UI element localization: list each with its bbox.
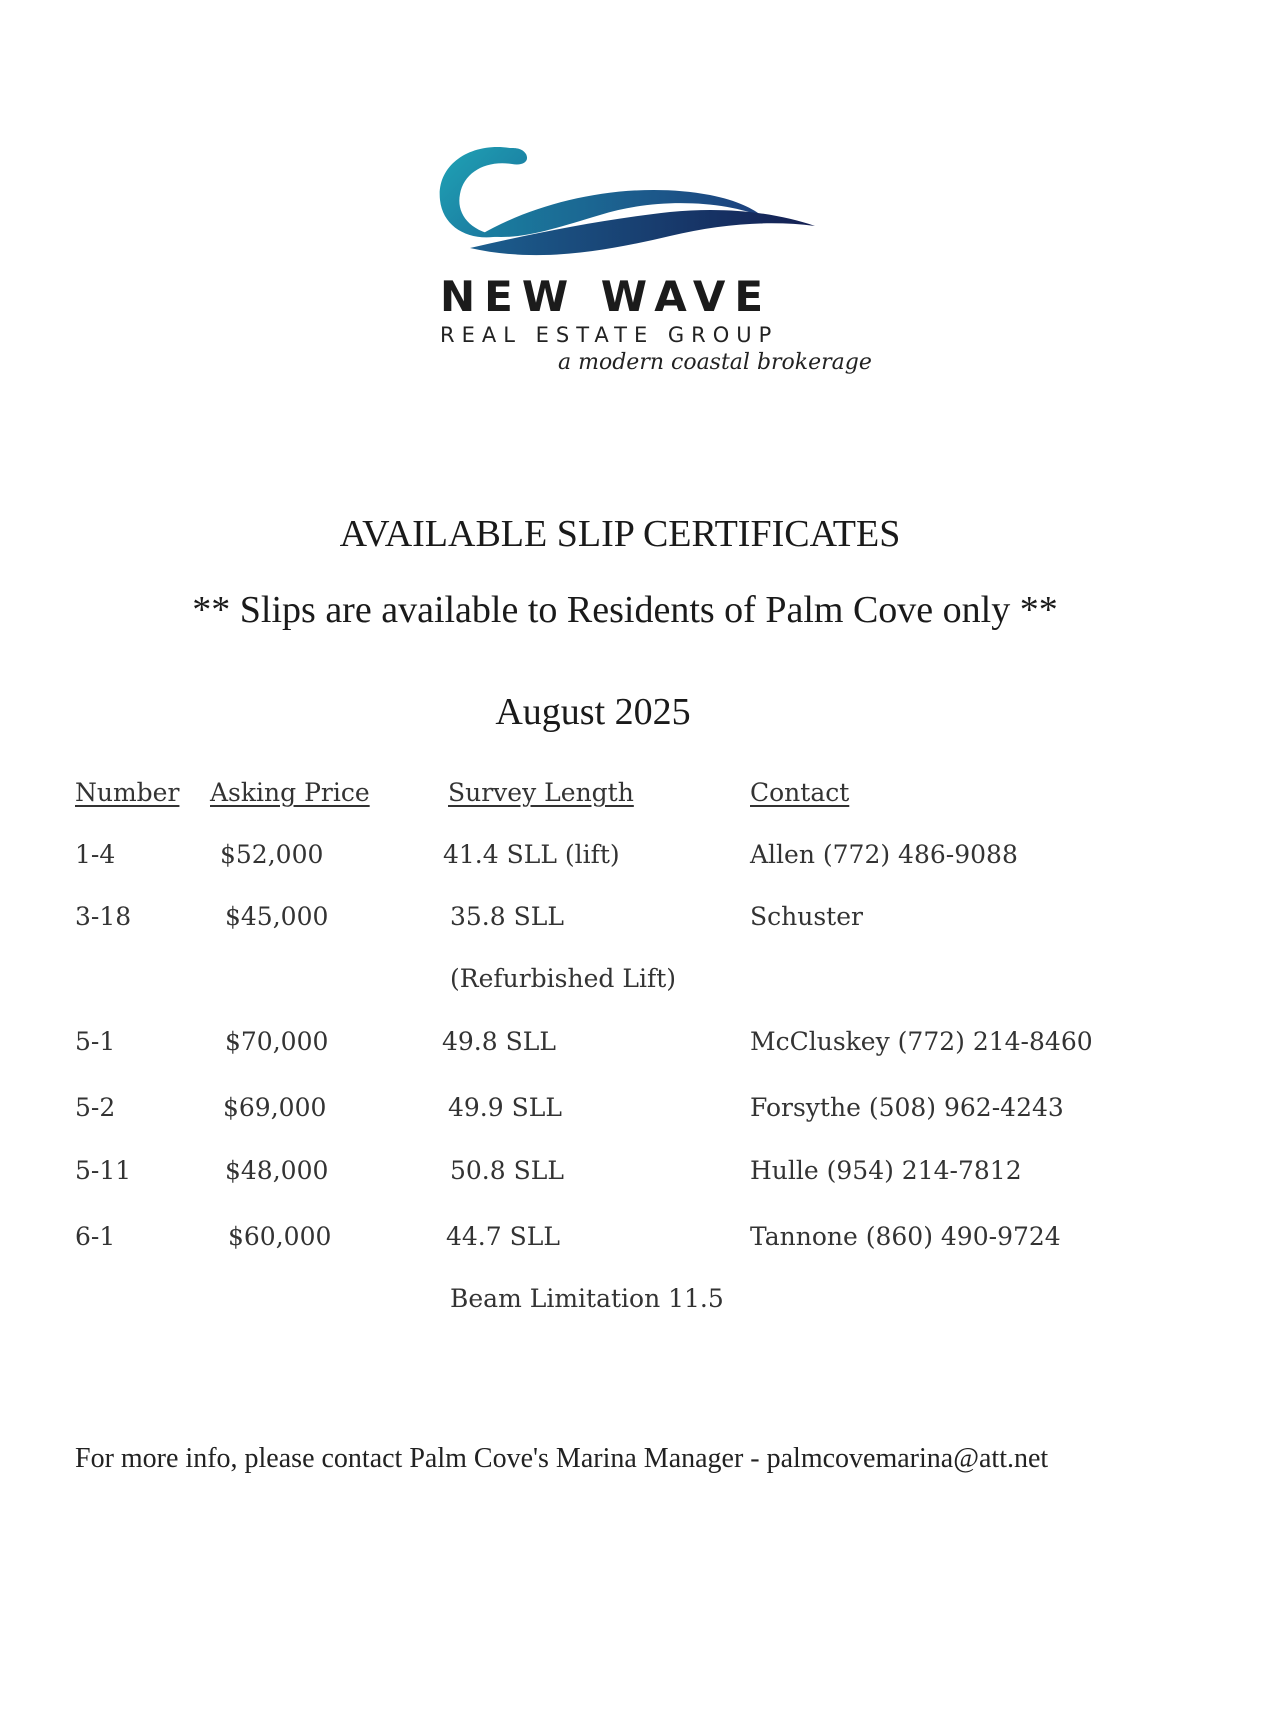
survey-length: 49.9 SLL: [448, 1093, 562, 1122]
asking-price: $69,000: [223, 1093, 327, 1122]
contact: Forsythe (508) 962-4243: [750, 1093, 1064, 1122]
header-contact: Contact: [750, 778, 850, 807]
logo-subtitle: REAL ESTATE GROUP: [440, 323, 779, 347]
survey-length: 35.8 SLL: [450, 902, 564, 931]
slip-number: 1-4: [75, 840, 116, 869]
asking-price: $60,000: [228, 1222, 332, 1251]
contact: Allen (772) 486-9088: [750, 840, 1018, 869]
logo: [430, 140, 872, 400]
slip-number: 5-1: [75, 1027, 116, 1056]
footer-contact-info: For more info, please contact Palm Cove's Marina Manager - palmcovemarina@att.net: [75, 1443, 1049, 1474]
survey-length: 41.4 SLL (lift): [443, 840, 620, 869]
survey-length: 44.7 SLL: [446, 1222, 560, 1251]
contact: Hulle (954) 214-7812: [750, 1156, 1022, 1185]
residency-note: ** Slips are available to Residents of Palm Cove only **: [192, 589, 1058, 631]
contact: McCluskey (772) 214-8460: [750, 1027, 1093, 1056]
slip-number: 3-18: [75, 902, 132, 931]
slip-number: 5-2: [75, 1093, 116, 1122]
contact: Schuster: [750, 902, 863, 931]
survey-length: 49.8 SLL: [442, 1027, 556, 1056]
page-title: AVAILABLE SLIP CERTIFICATES: [339, 513, 901, 555]
asking-price: $48,000: [225, 1156, 329, 1185]
slip-number: 6-1: [75, 1222, 116, 1251]
header-asking-price: Asking Price: [210, 778, 370, 807]
header-number: Number: [75, 778, 180, 807]
header-survey-length: Survey Length: [448, 778, 634, 807]
survey-note: (Refurbished Lift): [450, 964, 677, 993]
listing-date: August 2025: [495, 691, 691, 733]
logo-tagline: a modern coastal brokerage: [558, 350, 872, 375]
survey-note: Beam Limitation 11.5: [450, 1284, 724, 1313]
slip-number: 5-11: [75, 1156, 132, 1185]
wave-icon: [430, 140, 850, 270]
asking-price: $70,000: [225, 1027, 329, 1056]
contact: Tannone (860) 490-9724: [750, 1222, 1061, 1251]
asking-price: $52,000: [220, 840, 324, 869]
asking-price: $45,000: [225, 902, 329, 931]
logo-name: NEW WAVE: [440, 272, 773, 321]
survey-length: 50.8 SLL: [450, 1156, 564, 1185]
